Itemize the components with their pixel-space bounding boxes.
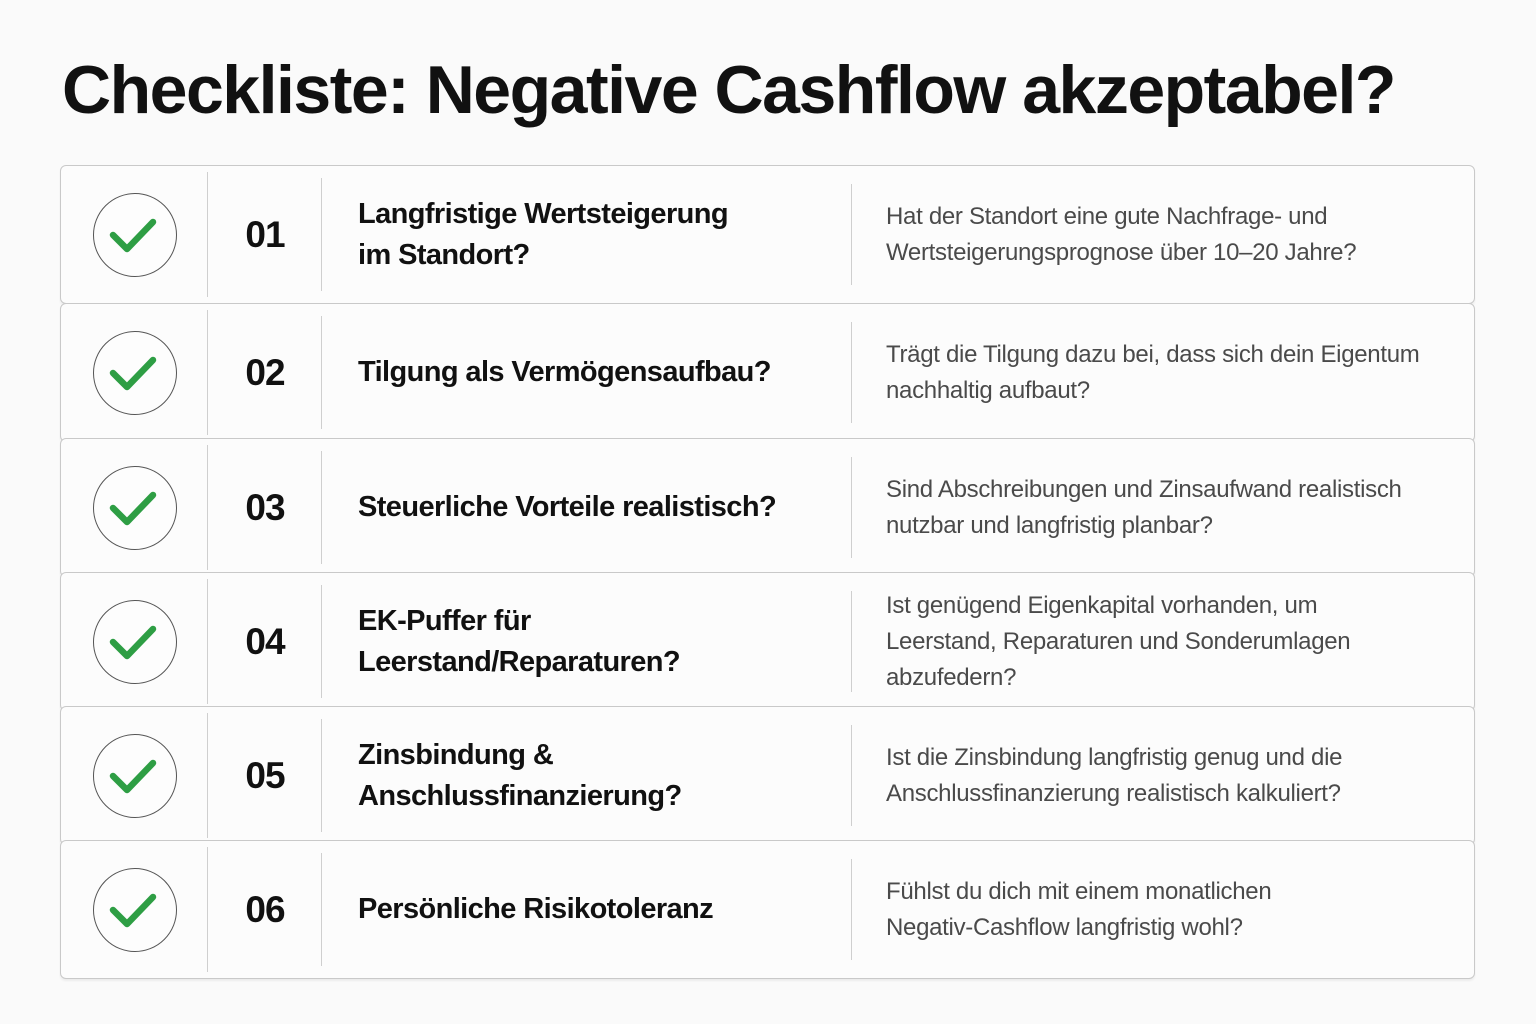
column-divider — [321, 316, 322, 429]
checklist-row — [60, 303, 1475, 442]
item-number: 01 — [245, 213, 285, 255]
item-label: EK-Puffer für Leerstand/Reparaturen? — [358, 604, 680, 678]
column-divider — [207, 713, 208, 838]
item-description: Ist die Zinsbindung langfristig genug und die Anschlussfinanzierung realistisch kalkuliert? — [886, 743, 1343, 807]
item-label: Persönliche Risikotoleranz — [358, 893, 714, 925]
item-number: 03 — [245, 486, 285, 528]
checklist-row — [60, 438, 1475, 577]
column-divider — [851, 457, 852, 558]
item-description: Trägt die Tilgung dazu bei, dass sich dein Eigentum nachhaltig aufbaut? — [886, 340, 1420, 404]
item-number: 02 — [245, 351, 285, 393]
item-label: Tilgung als Vermögensaufbau? — [358, 356, 771, 388]
checklist-row — [60, 572, 1475, 711]
check-icon — [93, 331, 177, 415]
column-divider — [207, 172, 208, 297]
check-icon — [93, 734, 177, 818]
item-number: 05 — [245, 754, 285, 796]
check-icon — [93, 193, 177, 277]
item-number: 06 — [245, 888, 285, 930]
column-divider — [321, 719, 322, 832]
check-icon — [93, 466, 177, 550]
column-divider — [321, 853, 322, 966]
column-divider — [321, 451, 322, 564]
check-icon — [93, 600, 177, 684]
column-divider — [851, 184, 852, 285]
page-title: Checkliste: Negative Cashflow akzeptabel? — [62, 52, 1395, 128]
item-number: 04 — [245, 620, 285, 662]
item-description: Sind Abschreibungen und Zinsaufwand realistisch nutzbar und langfristig planbar? — [886, 475, 1402, 539]
checklist-row — [60, 840, 1475, 979]
column-divider — [321, 178, 322, 291]
column-divider — [851, 859, 852, 960]
column-divider — [851, 591, 852, 692]
column-divider — [207, 579, 208, 704]
item-label: Langfristige Wertsteigerung im Standort? — [358, 197, 728, 271]
checklist-row — [60, 706, 1475, 845]
checklist — [60, 165, 1475, 975]
checklist-row — [60, 165, 1475, 304]
item-label: Steuerliche Vorteile realistisch? — [358, 491, 777, 523]
item-description: Fühlst du dich mit einem monatlichen Negativ-Cashflow langfristig wohl? — [886, 877, 1272, 941]
item-description: Ist genügend Eigenkapital vorhanden, um Leerstand, Reparaturen und Sonderumlagen abzufedern? — [886, 591, 1351, 691]
column-divider — [851, 322, 852, 423]
column-divider — [207, 310, 208, 435]
check-icon — [93, 868, 177, 952]
column-divider — [207, 847, 208, 972]
item-description: Hat der Standort eine gute Nachfrage- und Wertsteigerungsprognose über 10–20 Jahre? — [886, 202, 1357, 266]
item-label: Zinsbindung & Anschlussfinanzierung? — [358, 738, 682, 812]
column-divider — [851, 725, 852, 826]
column-divider — [207, 445, 208, 570]
column-divider — [321, 585, 322, 698]
